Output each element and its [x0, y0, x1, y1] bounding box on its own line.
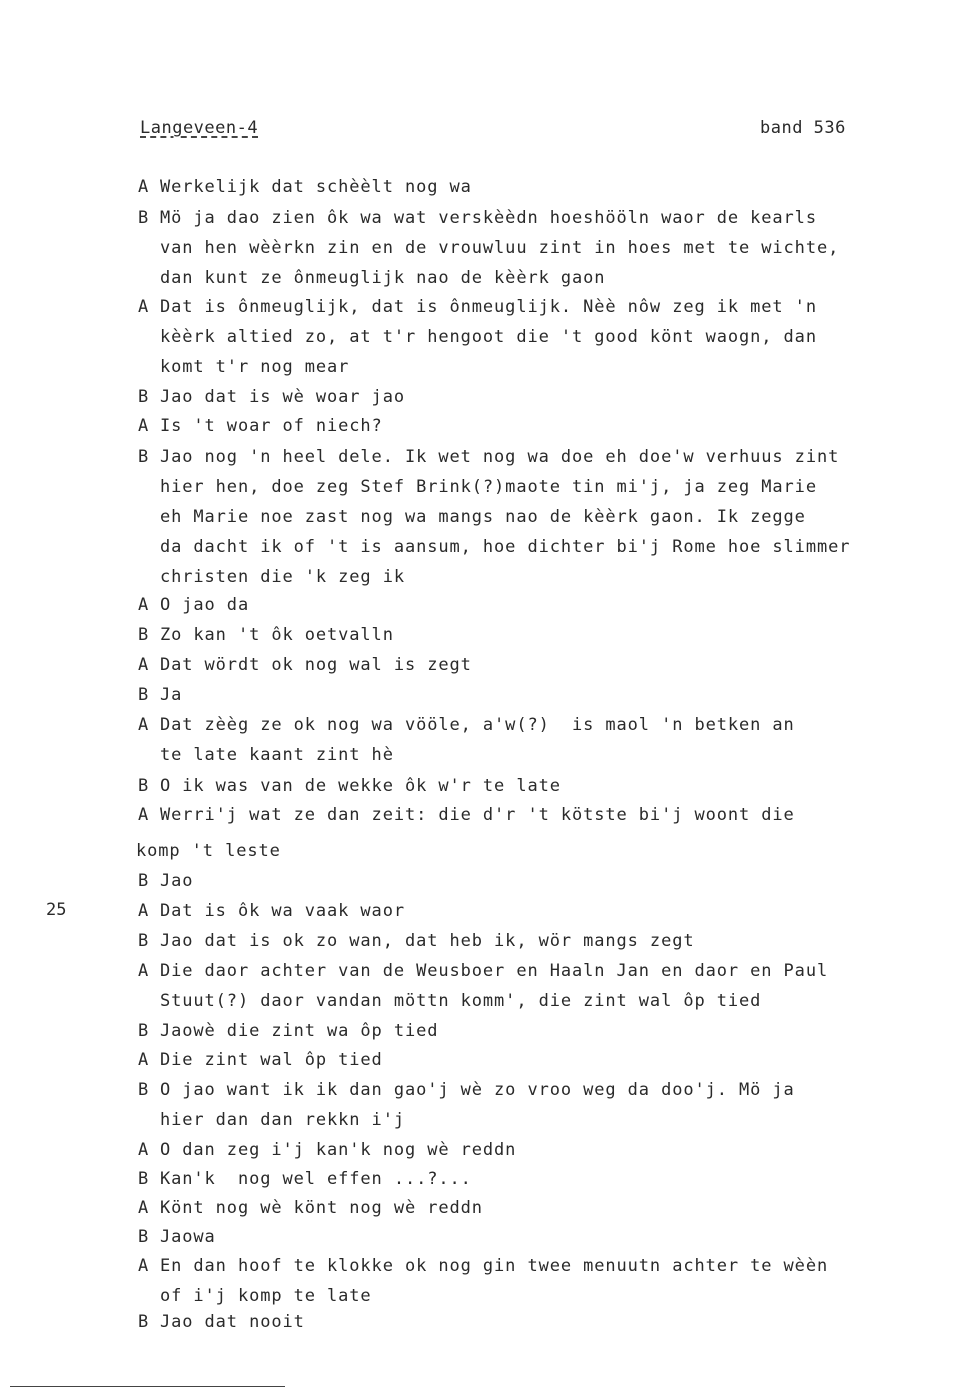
turn-line — [138, 896, 405, 926]
turn-line — [138, 956, 828, 986]
utterance-continuation: christen die 'k zeg ik — [160, 567, 405, 587]
speaker-label: B — [138, 1080, 150, 1100]
turn-line — [138, 203, 839, 233]
turn-line — [138, 620, 394, 650]
transcript-turn — [138, 710, 795, 770]
turn-line — [138, 382, 405, 412]
utterance-text: Ja — [160, 685, 183, 705]
speaker-label: A — [138, 1050, 150, 1070]
speaker-label: B — [138, 387, 150, 407]
footer-divider — [10, 1386, 285, 1387]
turn-line — [136, 836, 281, 866]
speaker-label: B — [138, 208, 150, 228]
turn-line — [138, 710, 795, 740]
utterance-text: O dan zeg i'j kan'k nog wè reddn — [160, 1140, 517, 1160]
transcript-turn — [138, 203, 839, 293]
utterance-text: Werkelijk dat schèèlt nog wa — [160, 177, 472, 197]
transcript-turn — [136, 836, 281, 866]
transcript-turn — [138, 1135, 516, 1165]
transcript-turn — [138, 926, 694, 956]
page-title — [140, 118, 258, 138]
speaker-label: A — [138, 655, 150, 675]
turn-line — [138, 1016, 438, 1046]
utterance-continuation: komt t'r nog mear — [160, 357, 350, 377]
transcript-turn — [138, 1075, 795, 1135]
speaker-label: B — [138, 931, 150, 951]
turn-line — [138, 442, 850, 472]
speaker-label: A — [138, 297, 150, 317]
utterance-text: Is 't woar of niech? — [160, 416, 383, 436]
utterance-text: Jaowè die zint wa ôp tied — [160, 1021, 439, 1041]
utterance-continuation: dan kunt ze ônmeuglijk nao de kèèrk gaon — [160, 268, 606, 288]
line-number: 25 — [46, 900, 67, 920]
speaker-label: A — [138, 1256, 150, 1276]
speaker-label: B — [138, 447, 150, 467]
speaker-label: B — [138, 1169, 150, 1189]
utterance-text: komp 't leste — [136, 841, 281, 861]
turn-line — [138, 1222, 216, 1252]
title-text: Langeveen-4 — [140, 118, 259, 138]
utterance-continuation: da dacht ik of 't is aansum, hoe dichter bi'j Rome hoe slimmer — [160, 537, 851, 557]
transcript-turn — [138, 172, 472, 202]
transcript-turn — [138, 1222, 216, 1252]
utterance-continuation: kèèrk altied zo, at t'r hengoot die 't good könt waogn, dan — [160, 327, 817, 347]
transcript-turn — [138, 292, 817, 382]
turn-line — [138, 590, 249, 620]
turn-line — [138, 411, 383, 441]
utterance-text: Kan'k nog wel effen ...?... — [160, 1169, 472, 1189]
speaker-label: B — [138, 685, 150, 705]
utterance-text: Die zint wal ôp tied — [160, 1050, 383, 1070]
turn-line — [138, 926, 694, 956]
speaker-label: B — [138, 871, 150, 891]
utterance-text: Könt nog wè könt nog wè reddn — [160, 1198, 483, 1218]
speaker-label: B — [138, 776, 150, 796]
transcript-turn — [138, 1164, 472, 1194]
speaker-label: A — [138, 595, 150, 615]
speaker-label: A — [138, 1140, 150, 1160]
transcript-turn — [138, 650, 472, 680]
transcript-turn — [138, 866, 193, 896]
speaker-label: A — [138, 961, 150, 981]
utterance-text: Dat wördt ok nog wal is zegt — [160, 655, 472, 675]
utterance-text: Die daor achter van de Weusboer en Haaln Jan en daor en Paul — [160, 961, 829, 981]
utterance-text: O ik was van de wekke ôk w'r te late — [160, 776, 561, 796]
transcript-turn — [138, 1307, 305, 1337]
turn-line — [138, 800, 795, 830]
utterance-text: Dat is ônmeuglijk, dat is ônmeuglijk. Nèè nôw zeg ik met 'n — [160, 297, 817, 317]
speaker-label: A — [138, 805, 150, 825]
speaker-label: A — [138, 416, 150, 436]
utterance-text: Mö ja dao zien ôk wa wat verskèèdn hoeshööln waor de kearls — [160, 208, 817, 228]
utterance-text: O jao da — [160, 595, 250, 615]
transcript-turn — [138, 1016, 438, 1046]
turn-line — [138, 866, 193, 896]
transcript-turn — [138, 896, 405, 926]
transcript-turn — [138, 1251, 828, 1311]
turn-line — [138, 1164, 472, 1194]
transcript-turn — [138, 411, 383, 441]
transcript-turn — [138, 800, 795, 830]
turn-line — [138, 1045, 383, 1075]
transcript-turn — [138, 1045, 383, 1075]
utterance-text: Dat zèèg ze ok nog wa vööle, a'w(?) is maol 'n betken an — [160, 715, 795, 735]
speaker-label: B — [138, 1312, 150, 1332]
speaker-label: A — [138, 177, 150, 197]
utterance-continuation: eh Marie noe zast nog wa mangs nao de kèèrk gaon. Ik zegge — [160, 507, 806, 527]
utterance-text: Jaowa — [160, 1227, 216, 1247]
turn-line — [138, 680, 182, 710]
transcript-turn — [138, 1193, 483, 1223]
utterance-text: Dat is ôk wa vaak waor — [160, 901, 405, 921]
speaker-label: B — [138, 625, 150, 645]
transcript-turn — [138, 956, 828, 1016]
utterance-continuation: van hen wèèrkn zin en de vrouwluu zint in hoes met te wichte, — [160, 238, 840, 258]
transcript-turn — [138, 382, 405, 412]
utterance-text: Jao — [160, 871, 194, 891]
utterance-continuation: te late kaant zint hè — [160, 745, 394, 765]
transcript-turn — [138, 590, 249, 620]
speaker-label: B — [138, 1021, 150, 1041]
speaker-label: A — [138, 715, 150, 735]
speaker-label: B — [138, 1227, 150, 1247]
utterance-continuation: of i'j komp te late — [160, 1286, 372, 1306]
utterance-text: Werri'j wat ze dan zeit: die d'r 't kötste bi'j woont die — [160, 805, 795, 825]
turn-line — [138, 650, 472, 680]
speaker-label: A — [138, 901, 150, 921]
turn-line — [138, 1307, 305, 1337]
turn-line — [138, 1135, 516, 1165]
utterance-continuation: Stuut(?) daor vandan möttn komm', die zint wal ôp tied — [160, 991, 762, 1011]
utterance-text: En dan hoof te klokke ok nog gin twee menuutn achter te wèèn — [160, 1256, 829, 1276]
turn-line — [138, 292, 817, 322]
turn-line — [138, 1075, 795, 1105]
turn-line — [138, 172, 472, 202]
utterance-text: O jao want ik ik dan gao'j wè zo vroo weg da doo'j. Mö ja — [160, 1080, 795, 1100]
turn-line — [138, 1251, 828, 1281]
tape-number: band 536 — [760, 118, 846, 138]
turn-line — [138, 1193, 483, 1223]
transcript-turn — [138, 620, 394, 650]
utterance-continuation: hier hen, doe zeg Stef Brink(?)maote tin mi'j, ja zeg Marie — [160, 477, 817, 497]
utterance-text: Jao dat is wè woar jao — [160, 387, 405, 407]
utterance-text: Zo kan 't ôk oetvalln — [160, 625, 394, 645]
utterance-text: Jao dat nooit — [160, 1312, 305, 1332]
turn-line — [138, 771, 561, 801]
transcript-turn — [138, 771, 561, 801]
utterance-text: Jao nog 'n heel dele. Ik wet nog wa doe eh doe'w verhuus zint — [160, 447, 840, 467]
utterance-text: Jao dat is ok zo wan, dat heb ik, wör mangs zegt — [160, 931, 695, 951]
transcript-turn — [138, 680, 182, 710]
speaker-label: A — [138, 1198, 150, 1218]
transcript-turn — [138, 442, 850, 592]
utterance-continuation: hier dan dan rekkn i'j — [160, 1110, 405, 1130]
